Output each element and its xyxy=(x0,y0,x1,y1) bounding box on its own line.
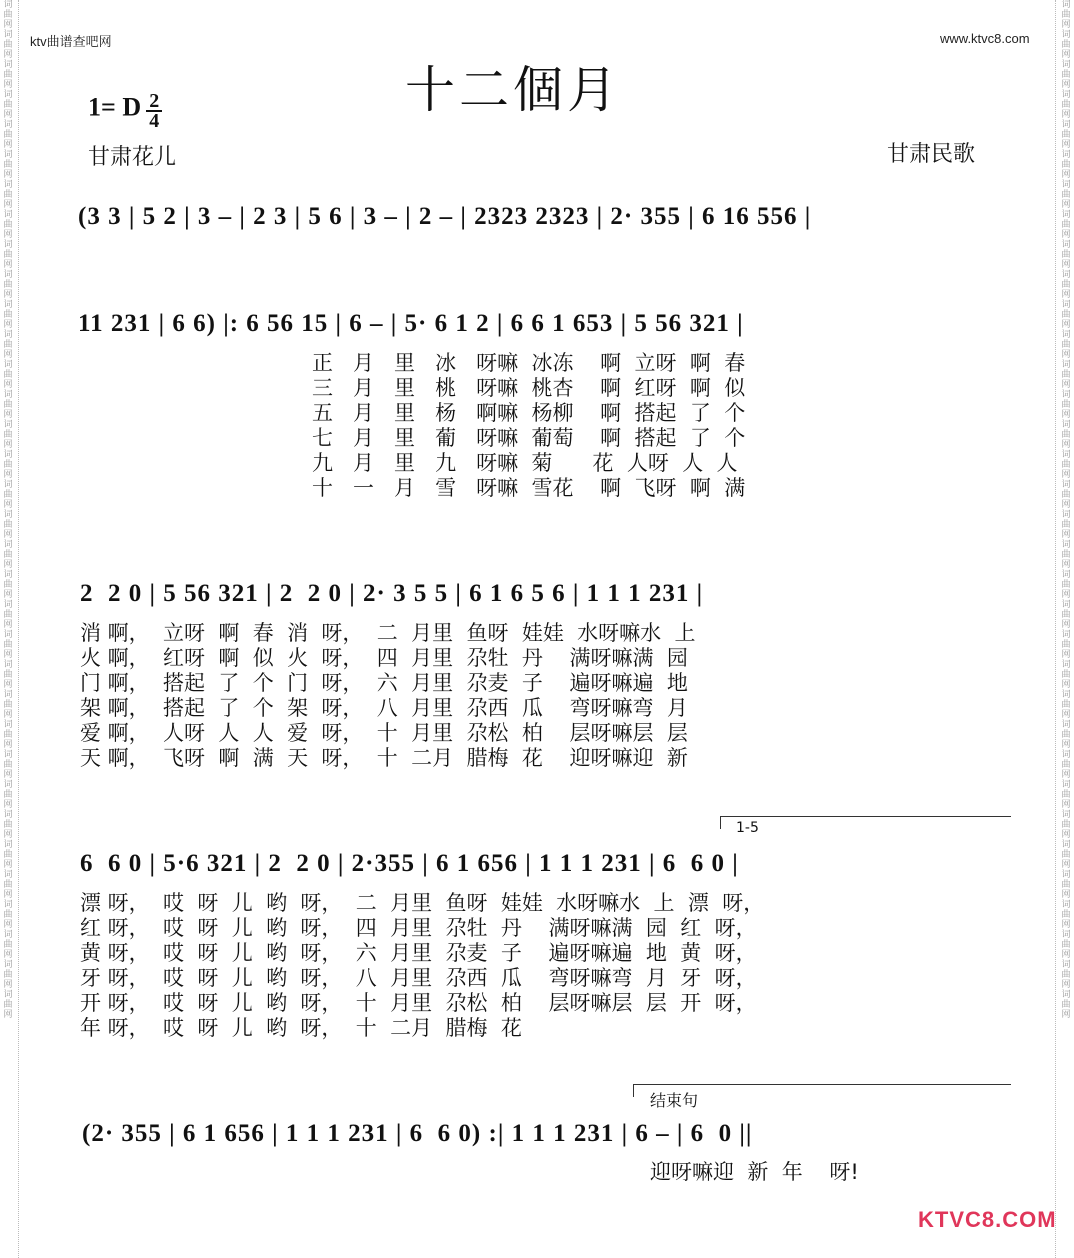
ending-label: 结束句 xyxy=(650,1091,699,1110)
left-divider xyxy=(18,0,19,1258)
lyrics-block-4 xyxy=(80,891,764,1041)
right-divider xyxy=(1055,0,1056,1258)
song-title: 十二個月 xyxy=(405,61,621,119)
time-denominator: 4 xyxy=(149,110,160,132)
key-signature xyxy=(88,92,162,130)
site-name: ktv曲谱查吧网 xyxy=(30,34,112,49)
time-numerator: 2 xyxy=(149,90,160,112)
lyric-line: 黄 呀， 哎 呀 儿 哟 呀， 六 月里 尕麦 子 遍呀嘛遍 地 黄 呀， xyxy=(80,941,757,965)
site-logo: KTVC8.COM xyxy=(918,1207,1057,1232)
watermark-left: 词曲网词曲网词曲网词曲网词曲网词曲网词曲网词曲网词曲网词曲网词曲网词曲网词曲网词曲网词曲网词曲网词曲网词曲网词曲网词曲网词曲网词曲网词曲网词曲网词曲网词曲网词曲网词曲网词曲网词曲网词曲网词曲网词曲网词曲网 xyxy=(3,0,13,1020)
score-row-3: 2 2 0 | 5 56 321 | 2 2 0 | 2· 3 5 5 | 6 1 6 5 6 | 1 1 1 231 | xyxy=(80,580,704,607)
lyric-line: 七 月 里 葡 呀嘛 葡萄 啊 搭起 了 个 xyxy=(312,426,746,450)
song-origin: 甘肃民歌 xyxy=(887,142,976,167)
site-url: www.ktvc8.com xyxy=(940,31,1030,46)
lyric-line: 门 啊， 搭起 了 个 门 呀， 六 月里 尕麦 子 遍呀嘛遍 地 xyxy=(80,671,688,695)
lyric-line: 消 啊， 立呀 啊 春 消 呀， 二 月里 鱼呀 娃娃 水呀嘛水 上 xyxy=(80,621,696,645)
lyric-line: 红 呀， 哎 呀 儿 哟 呀， 四 月里 尕牡 丹 满呀嘛满 园 红 呀， xyxy=(80,916,757,940)
lyrics-block-2 xyxy=(312,351,745,501)
lyric-line: 年 呀， 哎 呀 儿 哟 呀， 十 二月 腊梅 花 xyxy=(80,1016,522,1040)
lyric-line: 十 一 月 雪 呀嘛 雪花 啊 飞呀 啊 满 xyxy=(312,476,746,500)
score-row-5: (2· 355 | 6 1 656 | 1 1 1 231 | 6 6 0) :| 1 1 1 231 | 6 – | 6 0 || xyxy=(82,1120,753,1147)
lyric-line: 开 呀， 哎 呀 儿 哟 呀， 十 月里 尕松 柏 层呀嘛层 层 开 呀， xyxy=(80,991,757,1015)
lyric-line: 天 啊， 飞呀 啊 满 天 呀， 十 二月 腊梅 花 迎呀嘛迎 新 xyxy=(80,746,688,770)
key-label: 1= D xyxy=(88,92,142,122)
lyrics-block-3 xyxy=(80,621,696,771)
lyric-line: 爱 啊， 人呀 人 人 爱 呀， 十 月里 尕松 柏 层呀嘛层 层 xyxy=(80,721,688,745)
lyrics-block-5 xyxy=(650,1160,859,1185)
score-row-4: 6 6 0 | 5·6 321 | 2 2 0 | 2·355 | 6 1 656 | 1 1 1 231 | 6 6 0 | xyxy=(80,850,739,877)
watermark-right: 词曲网词曲网词曲网词曲网词曲网词曲网词曲网词曲网词曲网词曲网词曲网词曲网词曲网词曲网词曲网词曲网词曲网词曲网词曲网词曲网词曲网词曲网词曲网词曲网词曲网词曲网词曲网词曲网词曲网词曲网词曲网词曲网词曲网词曲网 xyxy=(1061,0,1071,1020)
lyric-line: 正 月 里 冰 呀嘛 冰冻 啊 立呀 啊 春 xyxy=(312,351,746,375)
volta-label: 1-5 xyxy=(736,820,759,836)
lyric-line: 九 月 里 九 呀嘛 菊 花 人呀 人 人 xyxy=(312,451,738,475)
score-row-1: (3 3 | 5 2 | 3 – | 2 3 | 5 6 | 3 – | 2 – | 2323 2323 | 2· 355 | 6 16 556 | xyxy=(78,203,812,230)
lyric-line: 漂 呀， 哎 呀 儿 哟 呀， 二 月里 鱼呀 娃娃 水呀嘛水 上 漂 呀， xyxy=(80,891,765,915)
lyric-line: 三 月 里 桃 呀嘛 桃杏 啊 红呀 啊 似 xyxy=(312,376,746,400)
lyric-line: 火 啊， 红呀 啊 似 火 呀， 四 月里 尕牡 丹 满呀嘛满 园 xyxy=(80,646,688,670)
lyric-line: 架 啊， 搭起 了 个 架 呀， 八 月里 尕西 瓜 弯呀嘛弯 月 xyxy=(80,696,688,720)
lyric-line: 五 月 里 杨 啊嘛 杨柳 啊 搭起 了 个 xyxy=(312,401,746,425)
score-row-2: 11 231 | 6 6) |: 6 56 15 | 6 – | 5· 6 1 2 | 6 6 1 653 | 5 56 321 | xyxy=(78,310,744,337)
lyric-line: 迎呀嘛迎 新 年 呀! xyxy=(650,1160,859,1184)
time-signature xyxy=(146,92,162,130)
volta-bracket xyxy=(720,816,1011,829)
song-style: 甘肃花儿 xyxy=(88,145,177,170)
lyric-line: 牙 呀， 哎 呀 儿 哟 呀， 八 月里 尕西 瓜 弯呀嘛弯 月 牙 呀， xyxy=(80,966,757,990)
